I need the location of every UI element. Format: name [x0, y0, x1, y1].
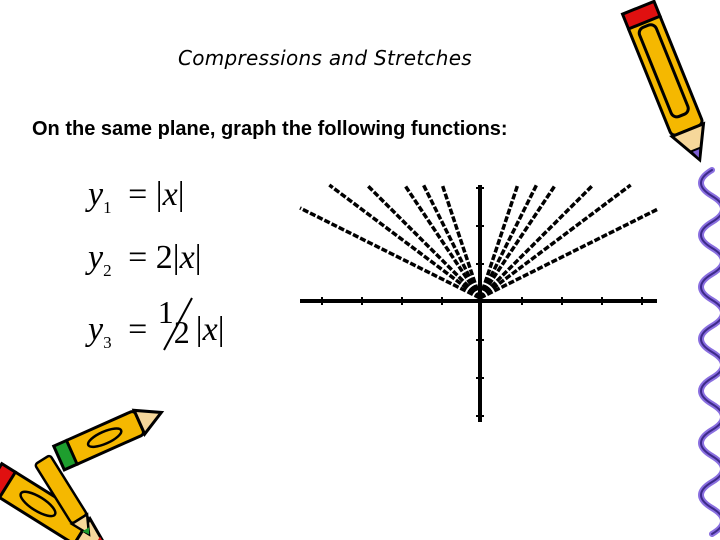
graph-line-left — [442, 185, 480, 298]
axis-ticks — [322, 188, 642, 416]
graph-line-right — [480, 185, 631, 298]
graph-line-half-abs-x-left — [300, 208, 480, 298]
eq2-variable: y — [88, 239, 104, 276]
equation-y3 — [88, 294, 225, 354]
eq2-coefficient: 2 — [155, 239, 173, 276]
instruction-text: On the same plane, graph the following functions: — [32, 118, 508, 140]
graph-line-left — [329, 185, 480, 298]
eq3-x: x — [202, 311, 218, 348]
graph-line-right — [480, 185, 518, 298]
eq2-subscript: 2 — [103, 261, 112, 280]
eq3-numerator: 1 — [157, 294, 174, 330]
graph-line-right — [480, 185, 555, 298]
pencil-icon — [0, 464, 114, 540]
graph-line-abs-x-right — [480, 185, 593, 298]
graph-line-left — [405, 185, 480, 298]
eq3-abs-right: | — [217, 311, 225, 348]
pencil-icon — [54, 401, 167, 470]
eq3-subscript: 3 — [103, 333, 112, 352]
graph-line-abs-x-left — [367, 185, 480, 298]
eq2-x: x — [179, 239, 195, 276]
pencil-icon — [623, 1, 716, 166]
eq2-abs-right: | — [194, 239, 202, 276]
eq1-variable: y — [88, 176, 104, 213]
eq2-equals: = — [128, 239, 148, 276]
slide-title: Compressions and Stretches — [177, 46, 473, 70]
eq3-fraction — [156, 294, 196, 354]
graph-lines — [300, 185, 657, 298]
eq3-denominator: 2 — [173, 314, 190, 350]
pencil-icon — [35, 455, 97, 539]
equation-y2 — [88, 239, 202, 281]
eq1-abs-left: | — [155, 176, 163, 213]
graph-line-two-abs-x-left — [424, 185, 481, 298]
eq1-subscript: 1 — [103, 198, 112, 217]
eq3-abs-left: | — [195, 311, 203, 348]
eq1-abs-right: | — [177, 176, 185, 213]
eq2-abs-left: | — [172, 239, 180, 276]
eq3-variable: y — [88, 311, 104, 348]
equation-y1 — [88, 176, 185, 218]
eq1-x: x — [162, 176, 178, 213]
eq3-equals: = — [128, 311, 148, 348]
graph-line-two-abs-x-right — [480, 185, 537, 298]
graph-line-half-abs-x-right — [480, 210, 657, 299]
eq1-equals: = — [128, 176, 148, 213]
